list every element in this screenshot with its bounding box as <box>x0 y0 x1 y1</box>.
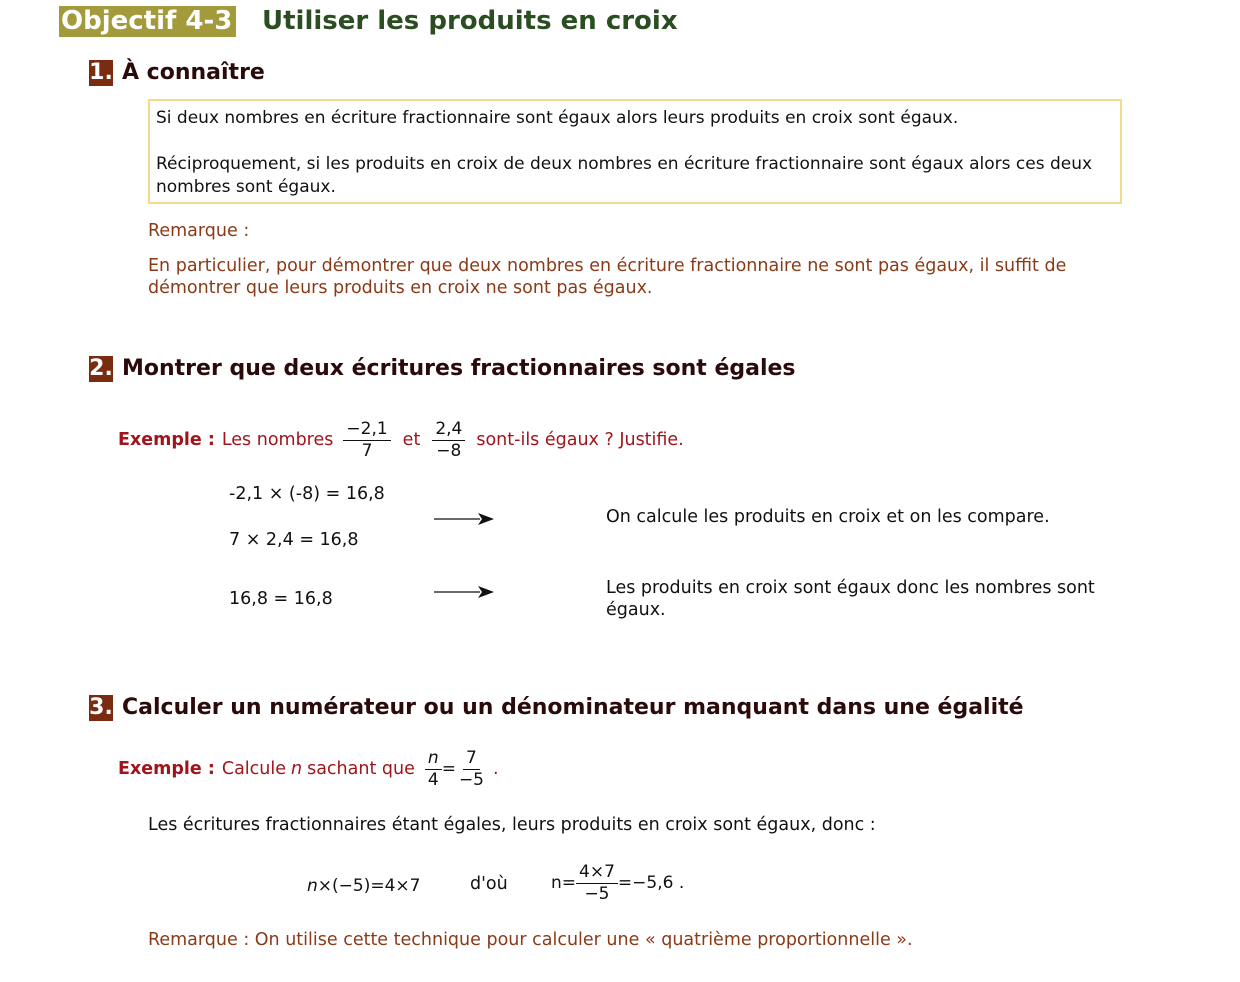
dou-label: d'où <box>470 874 508 894</box>
section-1-title: À connaître <box>122 60 265 85</box>
section-2-title: Montrer que deux écritures fractionnaires sont égales <box>122 356 796 381</box>
objective-badge: Objectif 4-3 <box>59 6 236 37</box>
equation-period: . <box>493 759 499 779</box>
fraction-1-denominator: 7 <box>361 440 373 461</box>
equation-fraction-1 <box>425 748 442 791</box>
calc-line-2: 7 × 2,4 = 16,8 <box>229 530 359 550</box>
fraction-2-numerator: 2,4 <box>432 419 465 441</box>
example-variable: n <box>291 759 303 779</box>
remark-text: En particulier, pour démontrer que deux nombres en écriture fractionnaire ne sont pas égaux, il suffit de démontrer que leurs produits en croix ne sont pas égaux. <box>148 256 1067 298</box>
equation-fraction-2-numerator: 7 <box>463 748 480 770</box>
fraction-1-numerator: −2,1 <box>343 419 390 441</box>
example-label: Exemple : <box>118 759 215 779</box>
example-mid: sachant que <box>307 759 415 779</box>
example-3-line <box>118 745 499 793</box>
example-2-line <box>118 416 684 464</box>
fraction-1 <box>343 419 390 462</box>
explain-2: Les produits en croix sont égaux donc les nombres sont égaux. <box>606 578 1095 620</box>
result-value: =−5,6 . <box>617 873 685 893</box>
product-variable: n <box>307 876 318 896</box>
result-fraction <box>576 862 618 905</box>
section-3-title: Calculer un numérateur ou un dénominateur manquant dans une égalité <box>122 695 1024 720</box>
result-prefix: n= <box>551 873 577 893</box>
result-equation <box>551 860 684 906</box>
statement: Les écritures fractionnaires étant égales, leurs produits en croix sont égaux, donc : <box>148 815 876 835</box>
section-1-number: 1. <box>89 60 113 85</box>
rule-box <box>148 99 1122 204</box>
result-fraction-denominator: −5 <box>584 883 610 904</box>
remark-label: Remarque : <box>148 221 250 241</box>
calc-line-1: -2,1 × (-8) = 16,8 <box>229 484 385 504</box>
section-2-number: 2. <box>89 356 113 381</box>
equation-fraction-2-denominator: −5 <box>458 769 484 790</box>
example-prefix: Calcule <box>221 759 286 779</box>
equation-fraction-1-denominator: 4 <box>427 769 439 790</box>
explain-1: On calcule les produits en croix et on les compare. <box>606 507 1050 527</box>
equation-fraction-2 <box>456 748 487 791</box>
rule-direct: Si deux nombres en écriture fractionnaire sont égaux alors leurs produits en croix sont égaux. <box>156 108 959 128</box>
page-title: Utiliser les produits en croix <box>262 6 678 36</box>
example-et: et <box>402 430 421 450</box>
example-suffix: sont-ils égaux ? Justifie. <box>476 430 684 450</box>
section-3-number: 3. <box>89 695 113 720</box>
cross-product-equation <box>307 876 420 896</box>
product-rest: ×(−5)=4×7 <box>317 876 421 896</box>
calc-line-3: 16,8 = 16,8 <box>229 589 333 609</box>
fraction-2-denominator: −8 <box>436 440 462 461</box>
remark-proportional: Remarque : On utilise cette technique pour calculer une « quatrième proportionnelle ». <box>148 930 913 950</box>
arrow-right-icon <box>434 512 494 526</box>
equation-fraction-1-numerator: n <box>425 748 442 770</box>
equation-equals: = <box>441 759 456 779</box>
rule-converse: Réciproquement, si les produits en croix de deux nombres en écriture fractionnaire sont égaux alors ces deux nombres sont égaux. <box>156 154 1093 197</box>
fraction-2 <box>432 419 465 462</box>
arrow-right-icon <box>434 585 494 599</box>
result-fraction-numerator: 4×7 <box>576 862 618 884</box>
example-label: Exemple : <box>118 430 215 450</box>
example-prefix: Les nombres <box>221 430 334 450</box>
